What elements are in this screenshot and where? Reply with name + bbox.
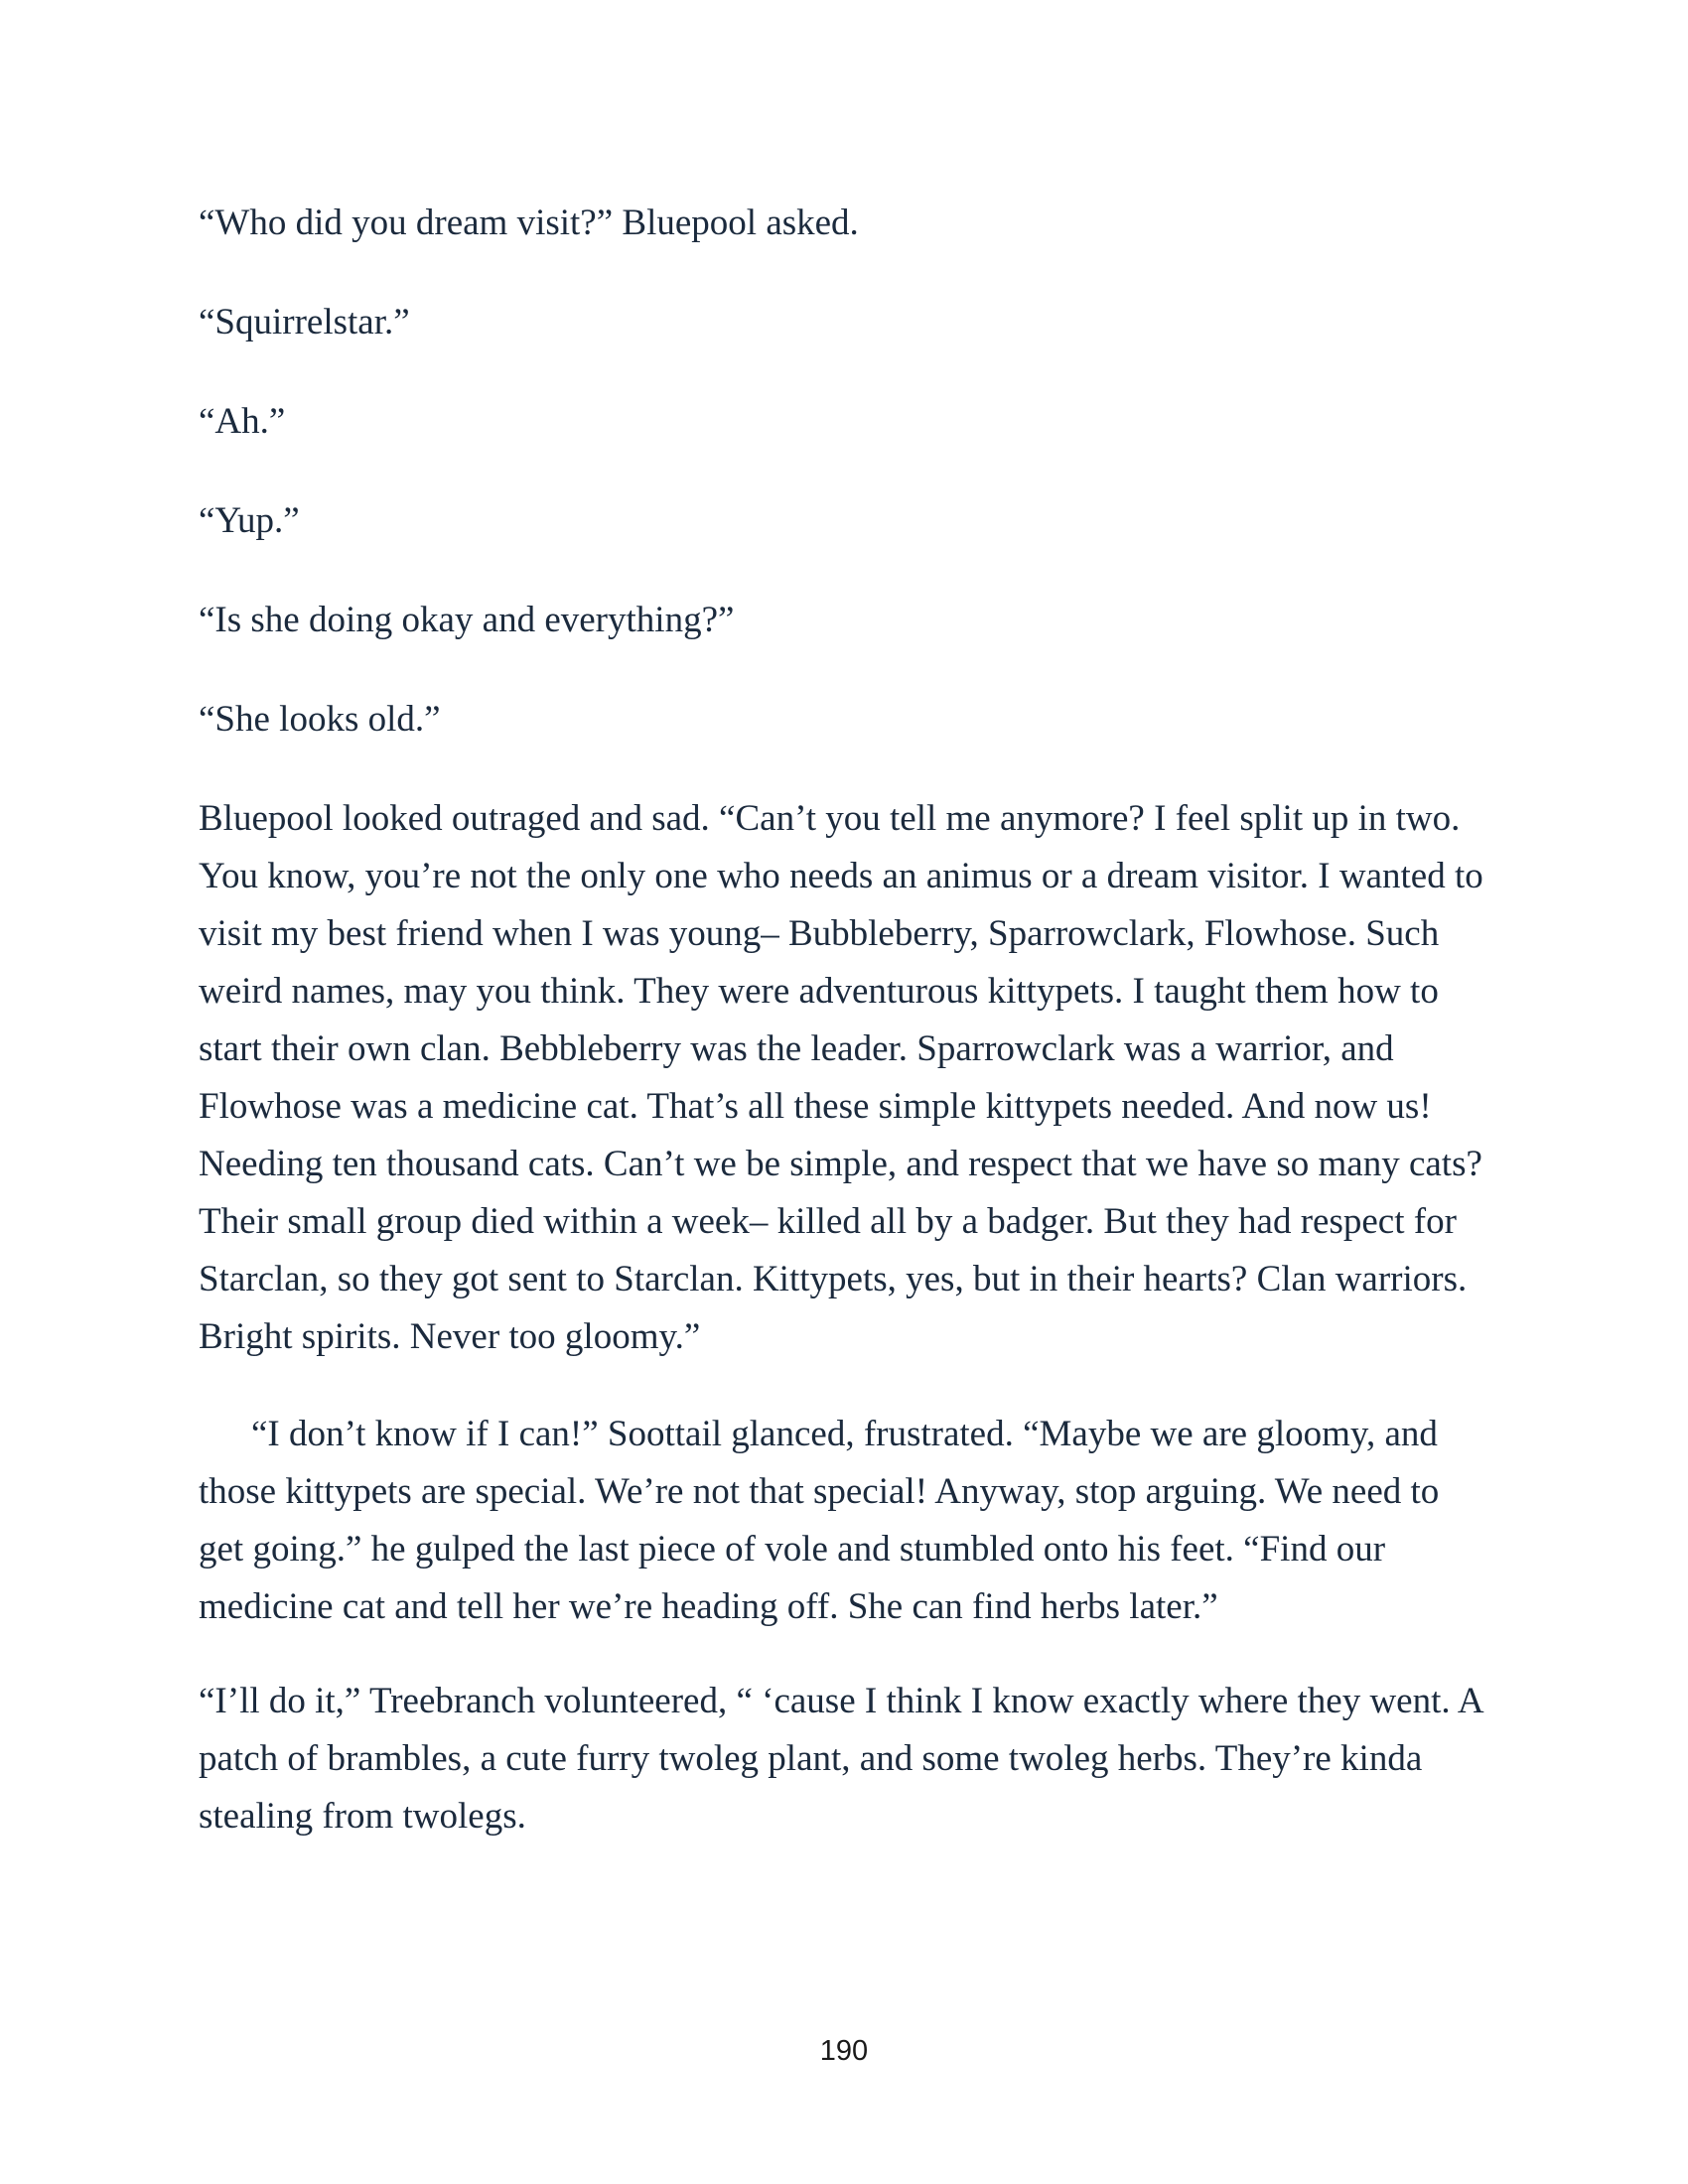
paragraph-squirrelstar: “Squirrelstar.” — [199, 302, 410, 342]
paragraph-bluepool-speech: Bluepool looked outraged and sad. “Can’t you tell me anymore? I feel split up in two. You know, you’re not the only one who needs an animus or a dream visitor. I wanted to visit my best friend when I was young– Bubbleberry, Sparrowclark, Flowhose. Such weird names, may you think. They were adventurous kittypets. I taught them how to start their own clan. Bebbleberry was the leader. Sparrowclark was a warrior, and Flowhose was a medicine cat. That’s all these simple kittypets needed. And now us! Needing ten thousand cats. Can’t we be simple, and respect that we have so many cats? Their small group died within a week– killed all by a badger. But they had respect for Starclan, so they got sent to Starclan. Kittypets, yes, but in their hearts? Clan warriors. Bright spirits. Never too gloomy.” — [199, 798, 1483, 1357]
page-number: 190 — [819, 2035, 869, 2067]
paragraph-dream-visit-question: “Who did you dream visit?” Bluepool asked. — [199, 203, 859, 243]
paragraph-she-looks-old: “She looks old.” — [199, 699, 441, 740]
paragraph-yup: “Yup.” — [199, 500, 300, 541]
paragraph-soottail-reply: “I don’t know if I can!” Soottail glanced, frustrated. “Maybe we are gloomy, and those kittypets are special. We’re not that special! Anyway, stop arguing. We need to get going.” he gulped the last piece of vole and stumbled onto his feet. “Find our medicine cat and tell her we’re heading off. She can find herbs later.” — [199, 1414, 1440, 1627]
paragraph-treebranch-volunteers: “I’ll do it,” Treebranch volunteered, “ ‘cause I think I know exactly where they went. A patch of brambles, a cute furry twoleg plant, and some twoleg herbs. They’re kinda stealing from twolegs. — [199, 1681, 1482, 1837]
body-text — [199, 195, 1489, 1845]
paragraph-is-she-okay: “Is she doing okay and everything?” — [199, 600, 735, 640]
paragraph-ah: “Ah.” — [199, 401, 286, 442]
